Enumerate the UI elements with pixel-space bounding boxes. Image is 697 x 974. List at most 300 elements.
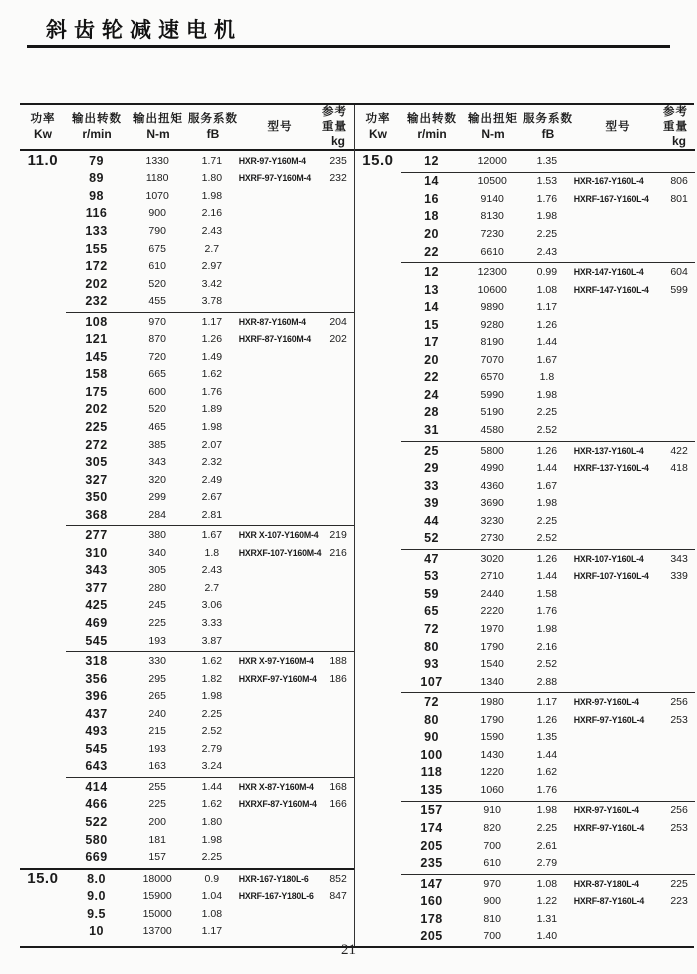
table-row: [20, 740, 354, 758]
torque-cell: 295: [148, 672, 166, 685]
service-factor-cell: 1.26: [201, 333, 223, 346]
model-cell: HXR-97-Y160M-4: [238, 155, 306, 166]
service-factor-cell: 1.98: [536, 622, 558, 635]
torque-cell: 1220: [480, 766, 504, 779]
weight-cell: 418: [670, 462, 688, 475]
weight-cell: 801: [670, 192, 688, 205]
service-factor-cell: 2.7: [204, 242, 220, 255]
service-factor-cell: 2.97: [201, 260, 223, 273]
speed-cell: 98: [89, 188, 104, 203]
table-row: [355, 655, 695, 673]
speed-cell: 368: [85, 507, 108, 522]
torque-cell: 970: [148, 315, 166, 328]
torque-cell: 7070: [480, 353, 504, 366]
speed-cell: 155: [85, 241, 108, 256]
weight-cell: 339: [670, 570, 688, 583]
speed-cell: 232: [85, 294, 108, 309]
model-cell: HXR X-107-Y160M-4: [238, 530, 319, 541]
service-factor-cell: 1.62: [201, 798, 223, 811]
speed-cell: 277: [85, 528, 108, 543]
speed-cell: 545: [85, 741, 108, 756]
weight-cell: 235: [329, 154, 347, 167]
torque-cell: 13700: [142, 925, 172, 938]
torque-cell: 8130: [480, 210, 504, 223]
torque-cell: 320: [148, 473, 166, 486]
table-row: [355, 603, 695, 621]
table-section: [355, 800, 695, 873]
service-factor-cell: 1.17: [201, 925, 223, 938]
weight-cell: 216: [329, 546, 347, 559]
service-factor-cell: 2.43: [201, 224, 223, 237]
header-speed: [66, 112, 128, 141]
speed-cell: 59: [424, 586, 439, 601]
service-factor-cell: 2.25: [536, 406, 558, 419]
service-factor-cell: 2.52: [536, 658, 558, 671]
torque-cell: 9140: [480, 192, 504, 205]
service-factor-cell: 1.98: [536, 497, 558, 510]
speed-cell: 318: [85, 654, 108, 669]
service-factor-cell: 2.49: [201, 473, 223, 486]
torque-cell: 6570: [480, 371, 504, 384]
weight-cell: 256: [670, 804, 688, 817]
speed-cell: 522: [85, 815, 108, 829]
table-row: [355, 711, 695, 729]
speed-cell: 24: [424, 387, 439, 402]
table-row: [355, 263, 695, 281]
table-row: [355, 764, 695, 782]
table-row: [355, 910, 695, 928]
speed-cell: 202: [85, 276, 108, 291]
service-factor-cell: 2.43: [201, 564, 223, 577]
torque-cell: 3690: [480, 497, 504, 510]
weight-cell: 202: [329, 333, 347, 346]
model-cell: HXRXF-87-Y160M-4: [238, 799, 317, 810]
weight-cell: 204: [329, 315, 347, 328]
table-section: [355, 548, 695, 691]
service-factor-cell: 1.08: [536, 877, 558, 890]
torque-cell: 1790: [480, 640, 504, 653]
torque-cell: 305: [148, 564, 166, 577]
torque-cell: 790: [148, 224, 166, 237]
service-factor-cell: 2.7: [204, 581, 220, 594]
service-factor-cell: 1.67: [536, 353, 558, 366]
table-row: [355, 243, 695, 261]
speed-cell: 205: [420, 929, 443, 944]
torque-cell: 181: [148, 833, 166, 846]
speed-cell: 72: [424, 621, 439, 636]
table-row: [20, 453, 354, 471]
table-row: [355, 875, 695, 893]
torque-cell: 720: [148, 350, 166, 363]
table-row: [20, 614, 354, 632]
speed-cell: 160: [420, 894, 443, 909]
header-torque: [463, 112, 523, 141]
table-row: [20, 632, 354, 650]
service-factor-cell: 1.31: [536, 912, 558, 925]
speed-cell: 202: [85, 402, 108, 417]
model-cell: HXR-107-Y160L-4: [573, 553, 644, 564]
speed-cell: 178: [420, 911, 443, 926]
speed-cell: 108: [85, 314, 108, 329]
table-row: [20, 923, 354, 941]
torque-cell: 820: [483, 822, 501, 834]
speed-cell: 305: [85, 455, 108, 470]
speed-cell: 425: [85, 598, 108, 613]
torque-cell: 299: [148, 491, 166, 504]
speed-cell: 175: [85, 384, 108, 399]
table-left-half: [20, 105, 354, 946]
speed-cell: 396: [85, 689, 108, 704]
header-model-cn: 型号: [605, 120, 631, 133]
torque-cell: 520: [148, 403, 166, 416]
speed-cell: 65: [424, 604, 439, 619]
table-row: [355, 729, 695, 747]
torque-cell: 225: [148, 616, 166, 629]
service-factor-cell: 1.26: [536, 713, 558, 726]
table-right-body: [355, 151, 695, 946]
torque-cell: 1180: [145, 172, 169, 185]
table-row: [355, 512, 695, 530]
model-cell: HXR-87-Y180L-4: [573, 878, 639, 889]
model-cell: HXR-167-Y160L-4: [573, 176, 644, 187]
torque-cell: 385: [148, 438, 166, 451]
table-row: [355, 802, 695, 820]
torque-cell: 215: [148, 725, 166, 738]
speed-cell: 643: [85, 759, 108, 774]
table-row: [355, 585, 695, 603]
torque-cell: 2220: [480, 605, 504, 618]
power-cell: 11.0: [27, 152, 59, 170]
torque-cell: 10500: [477, 175, 507, 188]
model-cell: HXR X-97-Y160M-4: [238, 656, 314, 667]
power-cell: 15.0: [362, 152, 394, 170]
header-service-factor: [523, 112, 573, 141]
speed-cell: 22: [424, 370, 439, 385]
torque-cell: 163: [148, 760, 166, 773]
table-row: [355, 529, 695, 547]
table-row: [20, 831, 354, 849]
torque-cell: 3230: [480, 514, 504, 527]
table-row: [355, 208, 695, 226]
service-factor-cell: 1.44: [201, 780, 223, 793]
service-factor-cell: 0.9: [204, 872, 220, 885]
torque-cell: 245: [148, 599, 166, 612]
speed-cell: 272: [85, 437, 108, 452]
speed-cell: 16: [424, 191, 439, 206]
model-cell: HXRF-97-Y160M-4: [238, 173, 311, 184]
service-factor-cell: 2.25: [536, 822, 558, 834]
model-cell: HXR-97-Y160L-4: [573, 805, 639, 816]
model-cell: HXR X-87-Y160M-4: [238, 781, 314, 792]
table-section: [355, 440, 695, 548]
table-row: [20, 813, 354, 831]
torque-cell: 9280: [480, 318, 504, 331]
torque-cell: 9890: [480, 301, 504, 314]
speed-cell: 493: [85, 724, 108, 739]
service-factor-cell: 2.25: [536, 227, 558, 240]
service-factor-cell: 2.16: [201, 207, 223, 220]
table-section: [20, 650, 354, 776]
model-cell: HXRF-107-Y160L-4: [573, 571, 649, 582]
service-factor-cell: 3.42: [201, 277, 223, 290]
service-factor-cell: 2.07: [201, 438, 223, 451]
service-factor-cell: 1.67: [201, 529, 223, 542]
header-speed-unit: r/min: [82, 126, 112, 141]
speed-cell: 53: [424, 569, 439, 584]
torque-cell: 700: [483, 930, 501, 943]
torque-cell: 5990: [480, 388, 504, 401]
torque-cell: 870: [148, 333, 166, 346]
table-row: [355, 225, 695, 243]
model-cell: HXR-147-Y160L-4: [573, 267, 644, 278]
torque-cell: 610: [483, 857, 501, 870]
torque-cell: 675: [148, 242, 166, 255]
table-row: [20, 436, 354, 454]
speed-cell: 469: [85, 615, 108, 630]
service-factor-cell: 1.26: [536, 318, 558, 331]
table-row: [20, 240, 354, 258]
speed-cell: 377: [85, 580, 108, 595]
service-factor-cell: 1.17: [536, 696, 558, 709]
speed-cell: 22: [424, 244, 439, 259]
weight-cell: 604: [670, 266, 688, 279]
speed-cell: 17: [424, 335, 439, 350]
speed-cell: 20: [424, 352, 439, 367]
service-factor-cell: 2.32: [201, 456, 223, 469]
spec-table: [20, 103, 694, 948]
speed-cell: 118: [420, 765, 443, 780]
table-row: [20, 383, 354, 401]
model-cell: HXR-137-Y160L-4: [573, 445, 644, 456]
table-row: [20, 330, 354, 348]
model-cell: HXRF-87-Y160M-4: [238, 334, 311, 345]
torque-cell: 343: [148, 456, 166, 469]
torque-cell: 5190: [480, 406, 504, 419]
torque-cell: 1330: [145, 154, 169, 167]
torque-cell: 665: [148, 368, 166, 381]
table-row: [355, 404, 695, 422]
table-row: [20, 488, 354, 506]
torque-cell: 1340: [480, 675, 504, 688]
table-section: [355, 171, 695, 262]
table-row: [20, 257, 354, 275]
torque-cell: 1060: [480, 783, 504, 796]
weight-cell: 168: [329, 780, 347, 793]
service-factor-cell: 3.06: [201, 599, 223, 612]
header-service-factor: [188, 112, 238, 141]
table-row: [355, 819, 695, 837]
speed-cell: 80: [424, 639, 439, 654]
weight-cell: 219: [329, 529, 347, 542]
header-power-cn: 功率: [30, 113, 56, 126]
table-row: [355, 152, 695, 170]
table-row: [355, 620, 695, 638]
header-weight-unit: kg: [671, 133, 686, 148]
torque-cell: 8190: [480, 336, 504, 349]
service-factor-cell: 2.25: [201, 707, 223, 720]
torque-cell: 255: [148, 780, 166, 793]
service-factor-cell: 1.40: [536, 930, 558, 943]
service-factor-cell: 1.08: [201, 907, 223, 920]
torque-cell: 1590: [480, 731, 504, 744]
speed-cell: 225: [85, 419, 108, 434]
weight-cell: 253: [670, 713, 688, 726]
page-number: 21: [341, 942, 356, 958]
speed-cell: 72: [424, 695, 439, 710]
model-cell: HXRF-167-Y180L-6: [238, 891, 314, 902]
service-factor-cell: 2.88: [536, 675, 558, 688]
service-factor-cell: 3.33: [201, 616, 223, 629]
torque-cell: 265: [148, 690, 166, 703]
table-row: [20, 562, 354, 580]
speed-cell: 235: [420, 856, 443, 871]
weight-cell: 256: [670, 696, 688, 709]
header-model: [238, 120, 322, 134]
table-row: [355, 673, 695, 691]
torque-cell: 1980: [480, 696, 504, 709]
table-row: [20, 887, 354, 905]
header-torque-unit: N-m: [481, 126, 505, 141]
table-row: [20, 471, 354, 489]
weight-cell: 806: [670, 175, 688, 188]
weight-cell: 852: [329, 872, 347, 885]
speed-cell: 545: [85, 633, 108, 648]
speed-cell: 116: [85, 206, 108, 221]
table-row: [355, 459, 695, 477]
speed-cell: 580: [85, 832, 108, 847]
speed-cell: 39: [424, 496, 439, 511]
service-factor-cell: 1.35: [536, 731, 558, 744]
torque-cell: 465: [148, 420, 166, 433]
model-cell: HXR-167-Y180L-6: [238, 873, 309, 884]
header-speed: [401, 112, 463, 141]
service-factor-cell: 1.76: [536, 605, 558, 618]
service-factor-cell: 1.80: [201, 172, 223, 185]
header-weight-cn: 参考重量: [322, 106, 347, 133]
speed-cell: 28: [424, 405, 439, 420]
model-cell: HXRXF-97-Y160M-4: [238, 673, 317, 684]
table-row: [355, 281, 695, 299]
torque-cell: 1970: [480, 622, 504, 635]
speed-cell: 15: [424, 317, 439, 332]
torque-cell: 4990: [480, 462, 504, 475]
service-factor-cell: 2.79: [201, 742, 223, 755]
table-row: [20, 292, 354, 310]
speed-cell: 93: [424, 657, 439, 672]
service-factor-cell: 1.80: [201, 816, 223, 828]
table-row: [20, 506, 354, 524]
speed-cell: 327: [85, 472, 108, 487]
table-section: [20, 776, 354, 867]
table-row: [355, 386, 695, 404]
table-row: [355, 550, 695, 568]
torque-cell: 2730: [480, 532, 504, 545]
table-row: [20, 222, 354, 240]
torque-cell: 225: [148, 798, 166, 811]
table-row: [20, 205, 354, 223]
header-service-cn: 服务系数: [523, 113, 573, 126]
torque-cell: 1790: [480, 713, 504, 726]
table-row: [355, 298, 695, 316]
torque-cell: 340: [148, 546, 166, 559]
service-factor-cell: 1.62: [201, 368, 223, 381]
service-factor-cell: 1.98: [201, 833, 223, 846]
service-factor-cell: 2.52: [536, 423, 558, 436]
service-factor-cell: 1.17: [201, 315, 223, 328]
torque-cell: 7230: [480, 227, 504, 240]
model-cell: HXRF-137-Y160L-4: [573, 463, 649, 474]
model-cell: HXRF-87-Y160L-4: [573, 896, 645, 907]
service-factor-cell: 1.17: [536, 301, 558, 314]
header-weight: [322, 105, 354, 149]
service-factor-cell: 1.8: [204, 546, 220, 559]
service-factor-cell: 1.67: [536, 479, 558, 492]
model-cell: HXR-87-Y160M-4: [238, 316, 306, 327]
header-service-unit: fB: [206, 126, 220, 141]
table-row: [355, 746, 695, 764]
table-row: [355, 316, 695, 334]
weight-cell: 225: [670, 877, 688, 890]
speed-cell: 31: [424, 422, 439, 437]
weight-cell: 847: [329, 890, 347, 903]
header-model: [573, 120, 663, 134]
header-service-unit: fB: [541, 126, 555, 141]
torque-cell: 200: [148, 816, 166, 828]
service-factor-cell: 2.81: [201, 508, 223, 521]
weight-cell: 253: [670, 822, 688, 834]
service-factor-cell: 1.26: [536, 444, 558, 457]
speed-cell: 9.5: [87, 906, 106, 921]
torque-cell: 5800: [480, 444, 504, 457]
speed-cell: 437: [85, 706, 108, 721]
service-factor-cell: 2.61: [536, 839, 558, 852]
table-row: [20, 687, 354, 705]
service-factor-cell: 3.87: [201, 634, 223, 647]
speed-cell: 13: [424, 282, 439, 297]
torque-cell: 1430: [480, 748, 504, 761]
header-weight-cn: 参考重量: [663, 106, 688, 133]
model-cell: HXRF-167-Y160L-4: [573, 193, 649, 204]
speed-cell: 343: [85, 563, 108, 578]
weight-cell: 188: [329, 655, 347, 668]
service-factor-cell: 2.79: [536, 857, 558, 870]
model-cell: HXRF-147-Y160L-4: [573, 284, 649, 295]
table-row: [20, 418, 354, 436]
torque-cell: 700: [483, 839, 501, 852]
speed-cell: 14: [424, 300, 439, 315]
header-weight: [663, 105, 695, 149]
speed-cell: 310: [85, 545, 108, 560]
speed-cell: 90: [424, 730, 439, 745]
torque-cell: 284: [148, 508, 166, 521]
speed-cell: 12: [424, 265, 439, 280]
table-row: [20, 152, 354, 170]
service-factor-cell: 1.44: [536, 748, 558, 761]
service-factor-cell: 2.52: [536, 532, 558, 545]
model-cell: HXR-97-Y160L-4: [573, 697, 639, 708]
header-power-cn: 功率: [365, 113, 391, 126]
torque-cell: 455: [148, 295, 166, 308]
torque-cell: 15000: [142, 907, 172, 920]
table-section: [355, 151, 695, 171]
speed-cell: 8.0: [87, 871, 106, 886]
table-row: [355, 494, 695, 512]
speed-cell: 350: [85, 490, 108, 505]
service-factor-cell: 1.08: [536, 283, 558, 296]
service-factor-cell: 1.71: [201, 154, 223, 167]
table-row: [355, 854, 695, 872]
table-row: [355, 638, 695, 656]
